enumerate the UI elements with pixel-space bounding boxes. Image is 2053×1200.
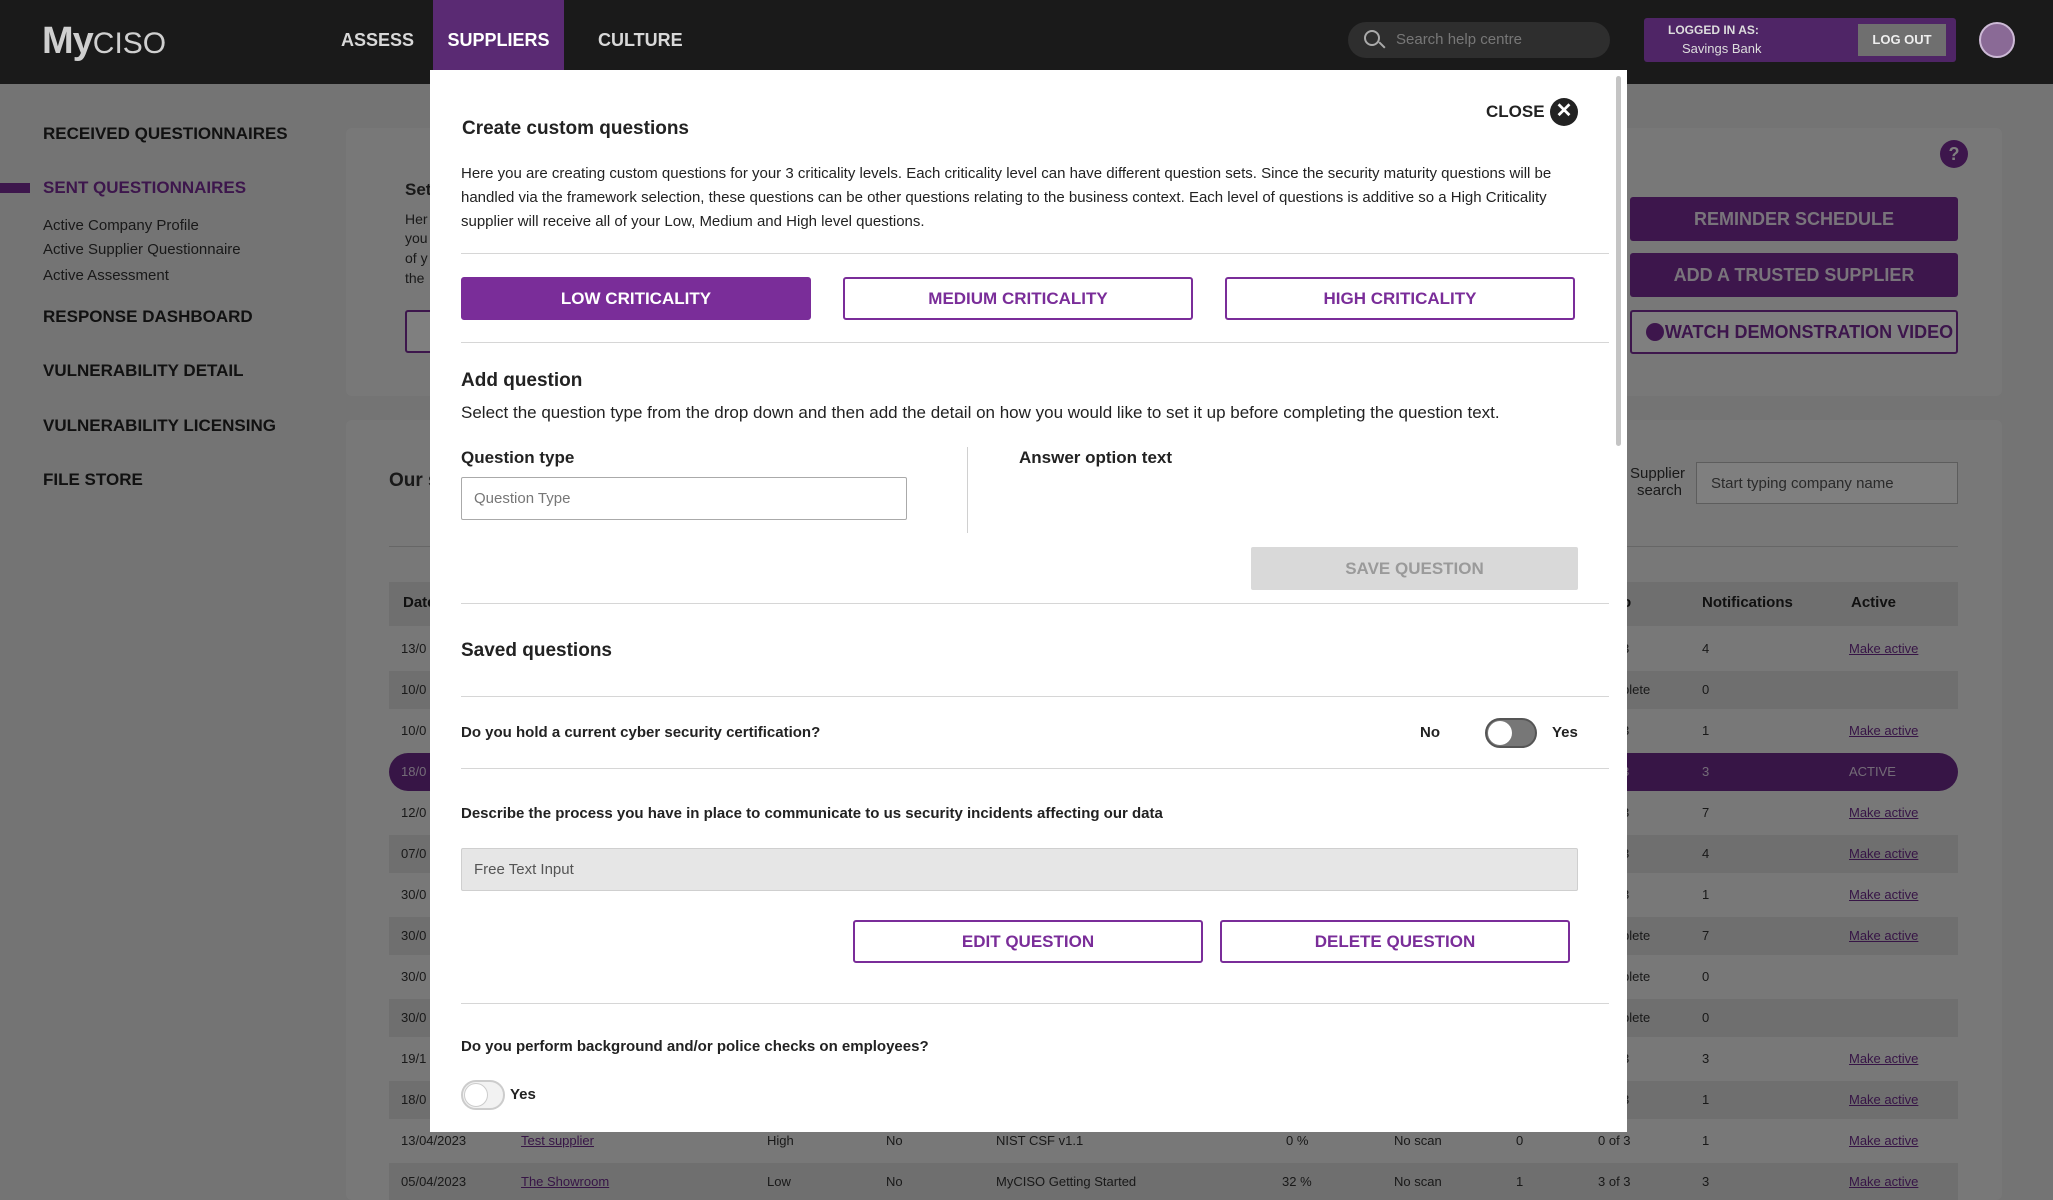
save-question-button[interactable]: SAVE QUESTION: [1251, 547, 1578, 590]
nav-culture[interactable]: CULTURE: [598, 30, 683, 50]
tab-medium-criticality[interactable]: MEDIUM CRITICALITY: [843, 277, 1193, 320]
edit-question-button[interactable]: EDIT QUESTION: [853, 920, 1203, 963]
toggle-no-label: No: [1420, 724, 1440, 741]
modal-title: Create custom questions: [462, 118, 689, 139]
login-panel: [1644, 18, 1956, 62]
modal-scrollbar[interactable]: [1616, 76, 1621, 446]
add-question-description: Select the question type from the drop down and then add the detail on how you would like to set it up before completing the question text.: [461, 403, 1500, 422]
vertical-divider: [967, 447, 968, 533]
question-type-label: Question type: [461, 448, 575, 467]
search-icon: [1364, 30, 1380, 46]
saved-question-text: Describe the process you have in place to communicate to us security incidents affecting our data: [461, 805, 1163, 822]
modal-intro-text: Here you are creating custom questions for your 3 criticality levels. Each criticality level can have different question sets. Since the security maturity questions will be handled via the framework selection, these questions can be other questions relating to the business context. Each level of questions is additive so a High Criticality supplier will receive all of your Low, Medium and High level questions.: [461, 165, 1552, 230]
search-placeholder: Search help centre: [1396, 31, 1522, 48]
logo-main-text: My: [42, 20, 93, 62]
logo-thin-text: CISO: [92, 27, 167, 60]
delete-question-button[interactable]: DELETE QUESTION: [1220, 920, 1570, 963]
saved-question-text: Do you hold a current cyber security certification?: [461, 724, 821, 741]
tab-low-criticality[interactable]: LOW CRITICALITY: [461, 277, 811, 320]
divider: [461, 1003, 1609, 1004]
toggle-knob: [1488, 721, 1512, 745]
divider: [461, 768, 1609, 769]
logged-in-label: LOGGED IN AS:: [1668, 23, 1759, 37]
divider: [461, 696, 1609, 697]
answer-option-label: Answer option text: [1019, 448, 1173, 467]
myciso-logo[interactable]: [42, 20, 166, 63]
toggle-knob: [464, 1083, 488, 1107]
tab-high-criticality[interactable]: HIGH CRITICALITY: [1225, 277, 1575, 320]
divider: [461, 342, 1609, 343]
divider: [461, 603, 1609, 604]
yes-toggle[interactable]: [461, 1080, 505, 1110]
saved-question-text: Do you perform background and/or police checks on employees?: [461, 1038, 929, 1055]
divider: [461, 253, 1609, 254]
logout-button[interactable]: LOG OUT: [1858, 24, 1946, 56]
help-search-input[interactable]: [1348, 22, 1610, 58]
close-button[interactable]: CLOSE: [1486, 102, 1545, 121]
question-type-dropdown[interactable]: Question Type: [461, 477, 907, 520]
logged-in-user: Savings Bank: [1682, 41, 1762, 56]
saved-questions-title: Saved questions: [461, 640, 612, 661]
add-question-title: Add question: [461, 370, 583, 391]
avatar[interactable]: [1979, 22, 2015, 58]
free-text-input[interactable]: Free Text Input: [461, 848, 1578, 891]
toggle-yes-label: Yes: [510, 1086, 536, 1103]
nav-assess[interactable]: ASSESS: [341, 30, 415, 50]
yes-no-toggle[interactable]: [1485, 718, 1537, 748]
close-icon[interactable]: ✕: [1550, 98, 1578, 126]
create-custom-questions-modal: [430, 70, 1627, 1132]
nav-suppliers[interactable]: SUPPLIERS: [433, 0, 564, 70]
toggle-yes-label: Yes: [1552, 724, 1578, 741]
